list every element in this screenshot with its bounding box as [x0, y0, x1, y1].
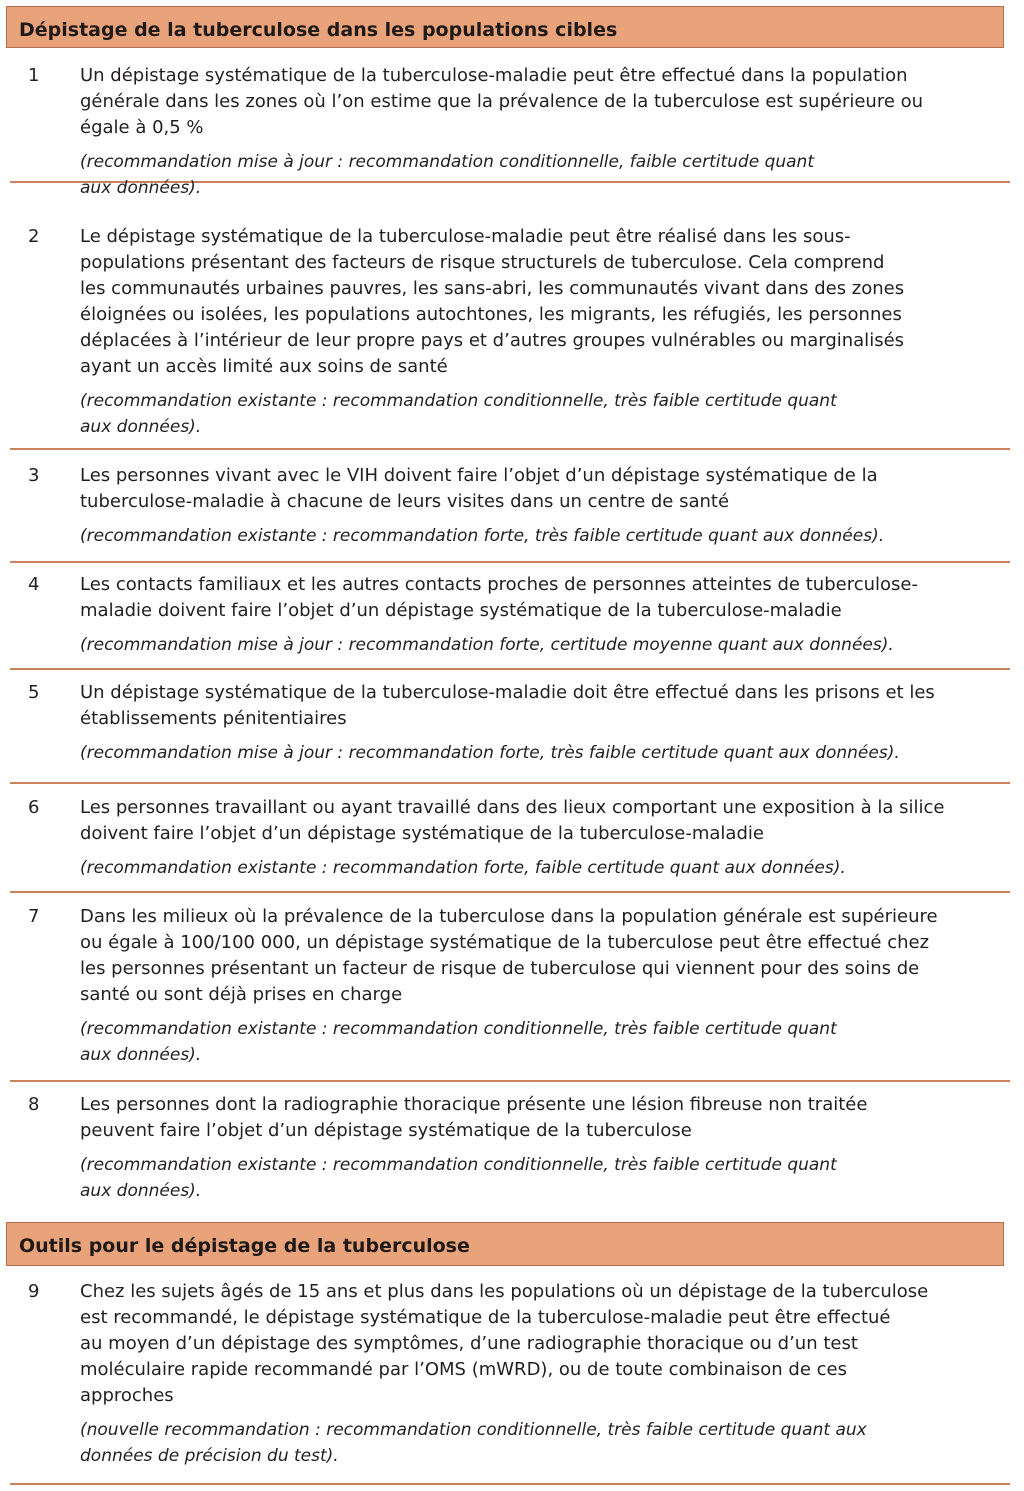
recommendation-note: (recommandation mise à jour : recommandation conditionnelle, faible certitude quant aux données). [80, 152, 814, 198]
recommendation-text: Dans les milieux où la prévalence de la tuberculose dans la population générale est supérieure ou égale à 100/100 000, un dépistage systématique de la tuberculose peut être effectué chez les personnes présentant un facteur de risque de tuberculose qui viennent pour des soins de santé ou sont déjà prises en charge [80, 906, 938, 1005]
recommendation-3 [10, 463, 1010, 563]
recommendation-note: (recommandation mise à jour : recommandation forte, très faible certitude quant aux données). [80, 743, 900, 763]
recommendation-text: Les personnes vivant avec le VIH doivent faire l’objet d’un dépistage systématique de la tuberculose-maladie à chacune de leurs visites dans un centre de santé [80, 465, 878, 512]
recommendation-text: Un dépistage systématique de la tuberculose-maladie doit être effectué dans les prisons et les établissements pénitentiaires [80, 682, 935, 729]
recommendation-number: 1 [28, 65, 40, 86]
recommendation-4 [10, 572, 1010, 670]
recommendation-text: Les personnes dont la radiographie thoracique présente une lésion fibreuse non traitée peuvent faire l’objet d’un dépistage systématique de la tuberculose [80, 1094, 868, 1141]
recommendation-5 [10, 680, 1010, 784]
recommendation-2 [10, 224, 1010, 450]
recommendation-1 [10, 63, 1010, 198]
recommendation-number: 6 [28, 797, 40, 818]
section-title: Dépistage de la tuberculose dans les populations cibles [19, 19, 618, 41]
recommendation-text: Les personnes travaillant ou ayant travaillé dans des lieux comportant une exposition à la silice doivent faire l’objet d’un dépistage systématique de la tuberculose-maladie [80, 797, 945, 844]
section-title: Outils pour le dépistage de la tuberculose [19, 1235, 470, 1257]
recommendation-6 [10, 795, 1010, 893]
section-header-screening-tools [6, 1222, 1004, 1266]
recommendation-number: 8 [28, 1094, 40, 1115]
section-header-target-populations [6, 6, 1004, 48]
recommendation-note: (recommandation existante : recommandation conditionnelle, très faible certitude quant aux données). [80, 1155, 837, 1201]
recommendation-number: 7 [28, 906, 40, 927]
recommendation-number: 4 [28, 574, 40, 595]
recommendation-note: (recommandation existante : recommandation forte, très faible certitude quant aux données). [80, 526, 885, 546]
recommendation-7 [10, 904, 1010, 1082]
recommendation-note: (nouvelle recommandation : recommandation conditionnelle, très faible certitude quant aux données de précision du test). [80, 1420, 867, 1466]
recommendation-text: Le dépistage systématique de la tuberculose-maladie peut être réalisé dans les sous- populations présentant des facteurs de risque structurels de tuberculose. Cela comprend les communautés urbaines pauvres, les sans-abri, les communautés vivant dans des zones éloignées ou isolées, les populations autochtones, les migrants, les réfugiés, les personnes déplacées à l’intérieur de leur propre pays et d’autres groupes vulnérables ou marginalisés ayant un accès limité aux soins de santé [80, 226, 905, 377]
recommendation-8 [10, 1092, 1010, 1216]
recommendation-number: 5 [28, 682, 40, 703]
recommendation-note: (recommandation existante : recommandation forte, faible certitude quant aux données). [80, 858, 846, 878]
recommendation-text: Un dépistage systématique de la tuberculose-maladie peut être effectué dans la population générale dans les zones où l’on estime que la prévalence de la tuberculose est supérieure ou égale à 0,5 % [80, 65, 924, 138]
recommendation-note: (recommandation mise à jour : recommandation forte, certitude moyenne quant aux données). [80, 635, 894, 655]
recommendation-note: (recommandation existante : recommandation conditionnelle, très faible certitude quant aux données). [80, 391, 837, 437]
recommendation-number: 2 [28, 226, 40, 247]
recommendation-9 [10, 1279, 1010, 1485]
recommendation-text: Chez les sujets âgés de 15 ans et plus dans les populations où un dépistage de la tuberculose est recommandé, le dépistage systématique de la tuberculose-maladie peut être effectué au moyen d’un dépistage des symptômes, d’une radiographie thoracique ou d’un test moléculaire rapide recommandé par l’OMS (mWRD), ou de toute combinaison de ces approches [80, 1281, 929, 1406]
recommendation-number: 9 [28, 1281, 40, 1302]
recommendation-note: (recommandation existante : recommandation conditionnelle, très faible certitude quant aux données). [80, 1019, 837, 1065]
recommendation-text: Les contacts familiaux et les autres contacts proches de personnes atteintes de tuberculose- maladie doivent faire l’objet d’un dépistage systématique de la tuberculose-maladie [80, 574, 918, 621]
recommendation-number: 3 [28, 465, 40, 486]
